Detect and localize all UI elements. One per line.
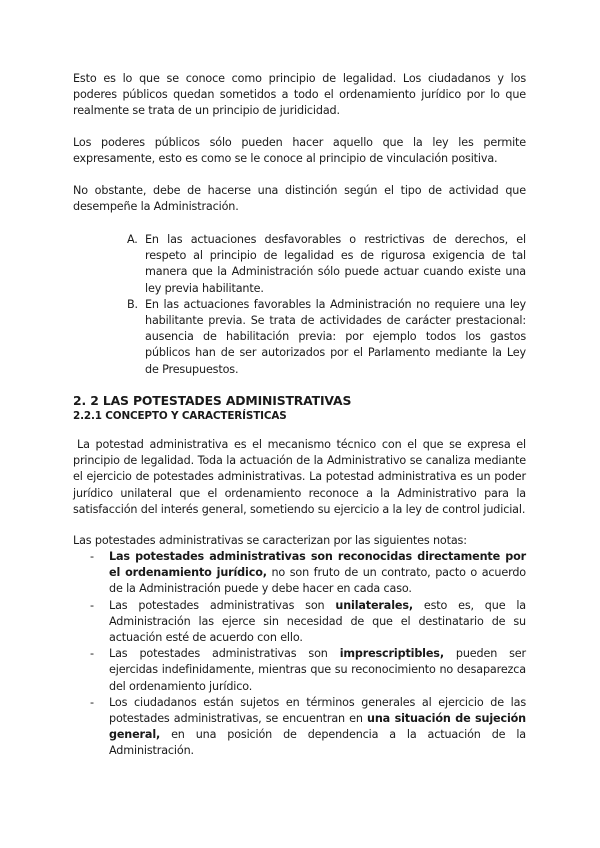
bold-text: Las potestades administrativas son reconocidas directamente por el ordenamiento jurídico, (109, 550, 526, 580)
list-marker: - (90, 550, 94, 563)
list-item (88, 549, 526, 598)
list-marker: - (90, 695, 94, 709)
item-text: Los ciudadanos están sujetos en términos generales al ejercicio de las potestades administrativas, se encuentran en (109, 695, 526, 726)
bold-text: imprescriptibles, (339, 647, 444, 661)
list-marker: B. (127, 297, 138, 311)
list-item-text: En las actuaciones desfavorables o restrictivas de derechos, el respeto al principio de legalidad es de rigurosa exigencia de tal manera que la Administración sólo puede actuar cuando existe una ley previa habilitante. (145, 233, 526, 295)
paragraph-notas-intro: Las potestades administrativas se caracterizan por las siguientes notas: (73, 534, 467, 547)
paragraph-legalidad: Esto es lo que se conoce como principio de legalidad. Los ciudadanos y los poderes públicos quedan sometidos a todo el ordenamiento jurídico por lo que realmente se trata de un principio de juridicidad. (73, 72, 526, 118)
section-heading: 2. 2 LAS POTESTADES ADMINISTRATIVAS (73, 393, 352, 408)
item-text: pueden ser ejercidas indefinidamente, mientras que su reconocimiento no desaparezca del ordenamiento jurídico. (109, 647, 526, 693)
item-text: esto es, que la Administración las ejerce sin necesidad de que el destinatario de su actuación esté de acuerdo con ello. (109, 598, 527, 645)
item-text: en una posición de dependencia a la actuación de la Administración. (109, 728, 526, 758)
bold-text: una situación de sujeción general, (109, 712, 526, 742)
list-marker: - (90, 598, 94, 612)
item-text: Las potestades administrativas son (109, 598, 336, 612)
paragraph-vinculacion-positiva: Los poderes públicos sólo pueden hacer aquello que la ley les permite expresamente, esto es como se le conoce al principio de vinculación positiva. (73, 136, 526, 166)
alpha-list (121, 232, 526, 378)
dash-list (88, 549, 526, 760)
list-item (88, 695, 526, 760)
paragraph-potestad: La potestad administrativa es el mecanismo técnico con el que se expresa el principio de legalidad. Toda la actuación de la Administrativo se canaliza mediante el ejercicio de potestades administrativas. La potestad administrativa es un poder jurídico unilateral que el ordenamiento reconoce a la Administrativo para la satisfacción del interés general, sometiendo su ejercicio a la ley de control judicial. (73, 438, 526, 516)
item-text: no son fruto de un contrato, pacto o acuerdo de la Administración puede y debe hacer en cada caso. (109, 566, 526, 596)
list-item (88, 646, 526, 695)
paragraph-distincion: No obstante, debe de hacerse una distinción según el tipo de actividad que desempeñe la Administración. (73, 184, 526, 214)
bold-text: unilaterales, (335, 598, 413, 612)
list-item-a (121, 232, 526, 297)
list-item (88, 598, 526, 647)
item-text: Las potestades administrativas son (109, 647, 340, 661)
list-marker: A. (127, 233, 138, 246)
list-item-text: En las actuaciones favorables la Administración no requiere una ley habilitante previa. Se trata de actividades de carácter prestacional: ausencia de habilitación previa: por ejemplo todos los gastos públicos han de ser autorizados por el Parlamento mediante la Ley de Presupuestos. (145, 297, 526, 376)
list-item-b (121, 297, 526, 378)
list-marker: - (90, 647, 94, 661)
subsection-heading: 2.2.1 CONCEPTO Y CARACTERÍSTICAS (73, 410, 287, 422)
